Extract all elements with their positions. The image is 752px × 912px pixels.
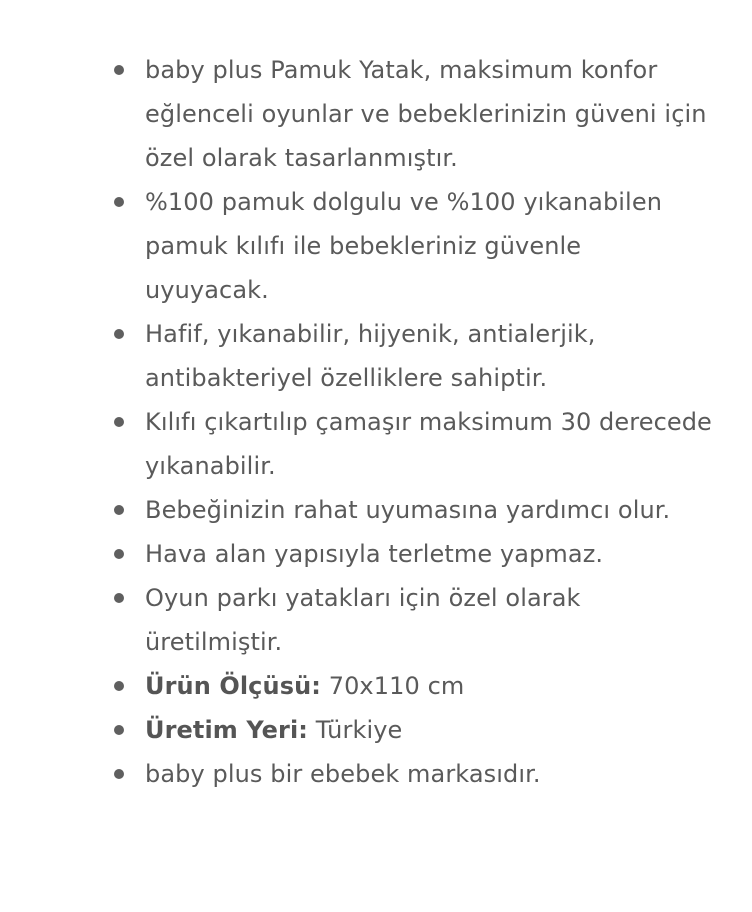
feature-item-breathable: [112, 532, 712, 576]
feature-text: Oyun parkı yatakları için özel olarak üretilmiştir.: [145, 584, 581, 656]
feature-item-hygienic: [112, 312, 712, 400]
bullet-icon: [114, 725, 124, 735]
feature-item-product-size: [112, 664, 712, 708]
product-size-label: Ürün Ölçüsü:: [145, 672, 321, 700]
bullet-icon: [114, 329, 124, 339]
feature-text: baby plus bir ebebek markasıdır.: [145, 760, 541, 788]
feature-item-cotton: [112, 180, 712, 312]
bullet-icon: [114, 505, 124, 515]
product-feature-list: [112, 48, 712, 796]
bullet-icon: [114, 681, 124, 691]
feature-item-origin: [112, 708, 712, 752]
feature-text: Kılıfı çıkartılıp çamaşır maksimum 30 derecede yıkanabilir.: [145, 408, 712, 480]
feature-text: Hafif, yıkanabilir, hijyenik, antialerjik, antibakteriyel özelliklere sahiptir.: [145, 320, 596, 392]
bullet-icon: [114, 417, 124, 427]
feature-item-playpen: [112, 576, 712, 664]
bullet-icon: [114, 197, 124, 207]
feature-item-brand: [112, 752, 712, 796]
product-size-value: 70x110 cm: [320, 672, 465, 700]
bullet-icon: [114, 593, 124, 603]
feature-item-description: [112, 48, 712, 180]
feature-item-comfortable-sleep: [112, 488, 712, 532]
feature-text: baby plus Pamuk Yatak, maksimum konfor eğlenceli oyunlar ve bebeklerinizin güveni için özel olarak tasarlanmıştır.: [145, 56, 707, 172]
bullet-icon: [114, 65, 124, 75]
feature-text: Hava alan yapısıyla terletme yapmaz.: [145, 540, 604, 568]
feature-text: %100 pamuk dolgulu ve %100 yıkanabilen pamuk kılıfı ile bebekleriniz güvenle uyuyacak.: [145, 188, 662, 304]
bullet-icon: [114, 769, 124, 779]
origin-label: Üretim Yeri:: [145, 716, 308, 744]
feature-text: Bebeğinizin rahat uyumasına yardımcı olur.: [145, 496, 671, 524]
origin-value: Türkiye: [307, 716, 403, 744]
feature-item-washable: [112, 400, 712, 488]
bullet-icon: [114, 549, 124, 559]
